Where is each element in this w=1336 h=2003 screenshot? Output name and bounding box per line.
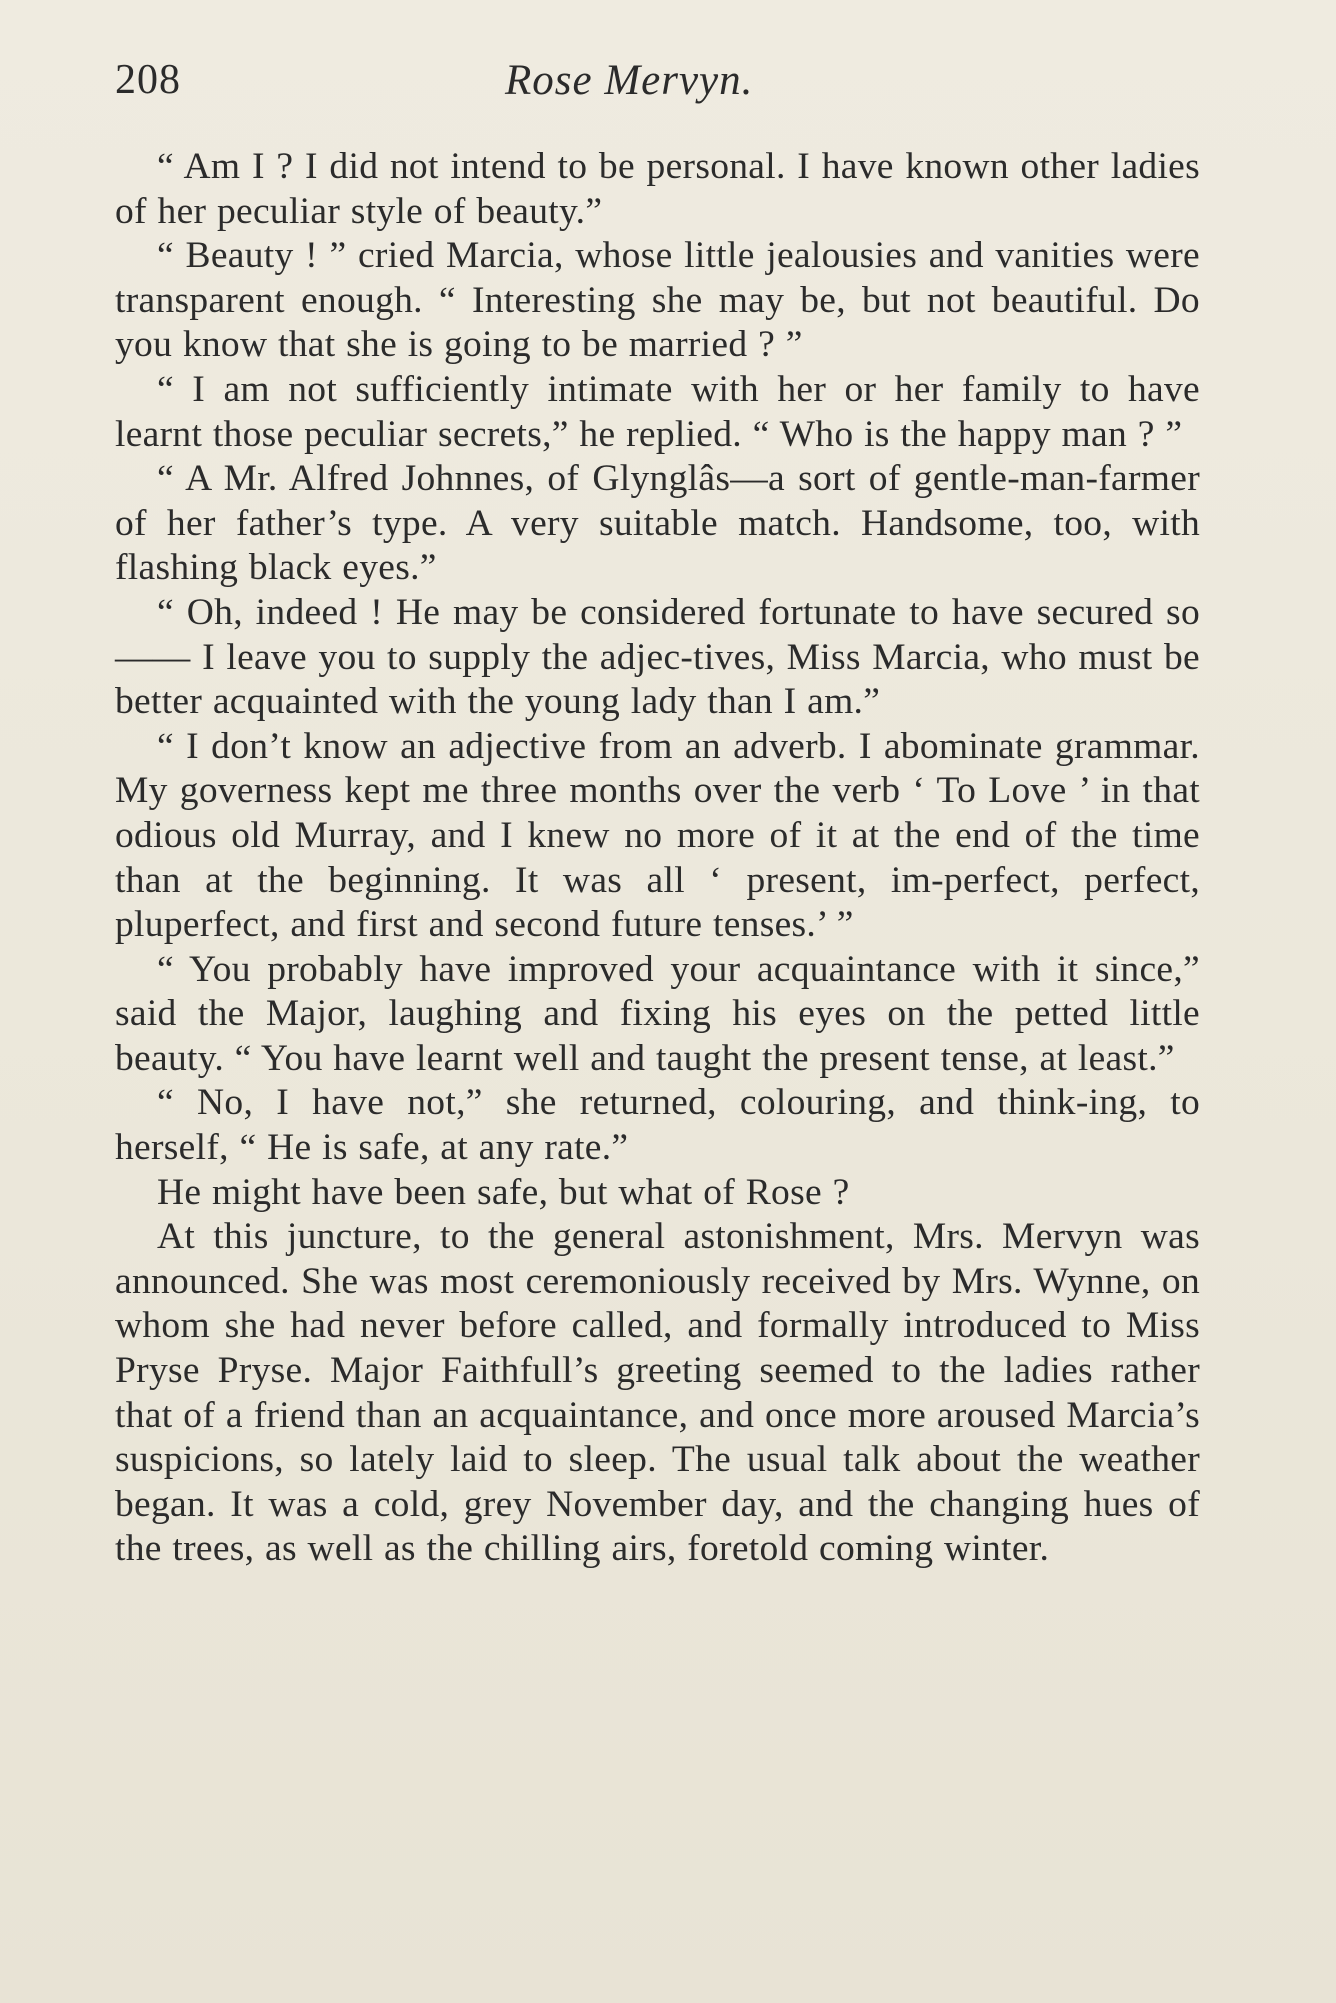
paragraph: “ Am I ? I did not intend to be personal. I have known other ladies of her peculiar style of beauty.” <box>115 146 1200 232</box>
paragraph: “ You probably have improved your acquaintance with it since,” said the Major, laughing and fixing his eyes on the petted little beauty. “ You have learnt well and taught the present tense, at least.” <box>115 948 1200 1079</box>
page-number: 208 <box>115 57 181 103</box>
paragraph: “ A Mr. Alfred Johnnes, of Glynglâs—a sort of gentle-man-farmer of her father’s type. A very suitable match. Handsome, too, with flashing black eyes.” <box>115 458 1200 589</box>
body-text <box>115 145 1200 1572</box>
paragraph: “ I am not sufficiently intimate with her or her family to have learnt those peculiar secrets,” he replied. “ Who is the happy man ? ” <box>115 368 1200 455</box>
paragraph: “ Oh, indeed ! He may be considered fortunate to have secured so—— I leave you to supply the adjec-tives, Miss Marcia, who must be better acquainted with the young lady than I am.” <box>115 591 1200 723</box>
paragraph: “ No, I have not,” she returned, colouring, and think-ing, to herself, “ He is safe, at any rate.” <box>115 1082 1200 1169</box>
running-title: Rose Mervyn. <box>505 57 754 104</box>
running-head <box>115 56 1185 116</box>
paragraph: “ I don’t know an adjective from an adverb. I abominate grammar. My governess kept me three months over the verb ‘ To Love ’ in that odious old Murray, and I knew no more of it at the end of the time than at the beginning. It was all ‘ present, im-perfect, perfect, pluperfect, and first and second future tenses.’ ” <box>115 725 1200 946</box>
paragraph: “ Beauty ! ” cried Marcia, whose little jealousies and vanities were transparent enough. “ Interesting she may be, but not beautiful. Do you know that she is going to be married ? ” <box>115 235 1200 366</box>
paragraph: He might have been safe, but what of Rose ? <box>157 1171 850 1213</box>
paragraph: At this juncture, to the general astonishment, Mrs. Mervyn was announced. She was most ceremoniously received by Mrs. Wynne, on whom she had never before called, and formally introduced to Miss Pryse Pryse. Major Faithfull’s greeting seemed to the ladies rather that of a friend than an acquaintance, and once more aroused Marcia’s suspicions, so lately laid to sleep. The usual talk about the weather began. It was a cold, grey November day, and the changing hues of the trees, as well as the chilling airs, foretold coming winter. <box>115 1216 1200 1570</box>
